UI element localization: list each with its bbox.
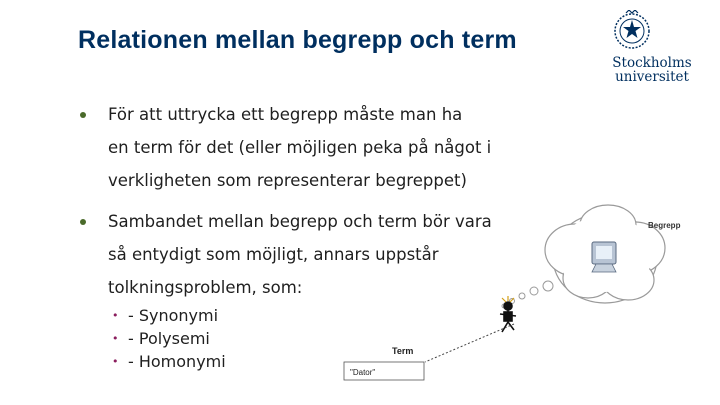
sub-bullet-dot: • xyxy=(112,355,119,368)
bullet-dot xyxy=(80,112,86,118)
sub-item-label: - Homonymi xyxy=(128,352,226,371)
bullet-line: tolkningsproblem, som: xyxy=(108,278,303,297)
bullet-item-term xyxy=(78,98,548,197)
concept-label: Begrepp xyxy=(648,221,681,230)
slide-title: Relationen mellan begrepp och term xyxy=(78,26,517,54)
term-label: Term xyxy=(392,346,414,356)
bullet-line: så entydigt som möjligt, annars uppstår xyxy=(108,245,439,264)
connector-line xyxy=(425,324,514,362)
bullet-line: För att uttrycka ett begrepp måste man ha xyxy=(108,105,463,124)
bullet-line: en term för det (eller möjligen peka på något i xyxy=(108,138,492,157)
bullet-line: verkligheten som representerar begreppet) xyxy=(108,171,467,190)
concept-term-illustration xyxy=(330,190,710,400)
sub-item-label: - Polysemi xyxy=(128,329,210,348)
bullet-dot xyxy=(80,219,86,225)
university-emblem-icon xyxy=(612,10,652,54)
sub-bullet-dot: • xyxy=(112,309,119,322)
computer-icon xyxy=(592,242,616,272)
logo-text-universitet: universitet xyxy=(615,69,689,85)
bullet-line: Sambandet mellan begrepp och term bör vara xyxy=(108,212,492,231)
term-value: "Dator" xyxy=(350,368,376,377)
sub-item-label: - Synonymi xyxy=(128,306,219,325)
logo-text-stockholms: Stockholms xyxy=(612,55,692,71)
sub-bullet-dot: • xyxy=(112,332,119,345)
